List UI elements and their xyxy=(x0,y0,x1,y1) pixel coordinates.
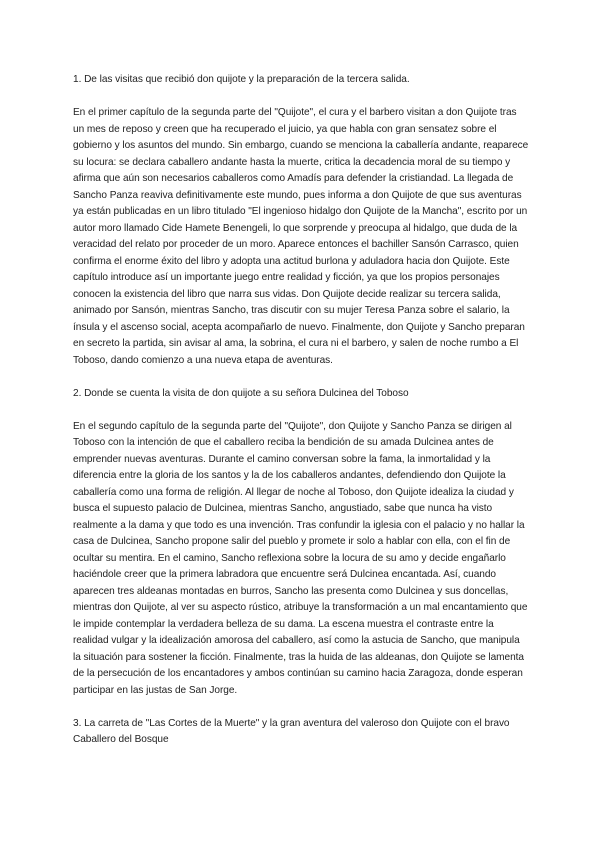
document-body xyxy=(73,72,529,765)
section-1-body: En el primer capítulo de la segunda parte del "Quijote", el cura y el barbero visitan a don Quijote tras un mes de reposo y creen que ha recuperado el juicio, ya que habla con gran sensatez sobre el gobierno y los asuntos del mundo. Sin embargo, cuando se menciona la caballería andante, reaparece su locura: se declara caballero andante hasta la muerte, critica la decadencia moral de su tiempo y afirma que aún son necesarios caballeros como Amadís para defender la cristiandad. La llegada de Sancho Panza reaviva definitivamente este mundo, pues informa a don Quijote de que sus aventuras ya están publicadas en un libro titulado "El ingenioso hidalgo don Quijote de la Mancha", escrito por un autor moro llamado Cide Hamete Benengeli, lo que sorprende y preocupa al hidalgo, que duda de la veracidad del relato por proceder de un moro. Aparece entonces el bachiller Sansón Carrasco, quien confirma el enorme éxito del libro y adopta una actitud burlona y aduladora hacia don Quijote. Este capítulo introduce así un importante juego entre realidad y ficción, ya que los propios personajes conocen la existencia del libro que narra sus vidas. Don Quijote decide realizar su tercera salida, animado por Sansón, mientras Sancho, tras discutir con su mujer Teresa Panza sobre el salario, la ínsula y el ascenso social, acepta acompañarlo de nuevo. Finalmente, don Quijote y Sancho preparan en secreto la partida, sin avisar al ama, la sobrina, el cura ni el barbero, y salen de noche rumbo a El Toboso, dando comienzo a una nueva etapa de aventuras. xyxy=(73,107,529,366)
section-2-body: En el segundo capítulo de la segunda parte del "Quijote", don Quijote y Sancho Panza se dirigen al Toboso con la intención de que el caballero reciba la bendición de su amada Dulcinea antes de emprender nuevas aventuras. Durante el camino conversan sobre la fama, la inmortalidad y la diferencia entre la gloria de los santos y la de los caballeros andantes, defendiendo don Quijote la caballería como una forma de religión. Al llegar de noche al Toboso, don Quijote idealiza la ciudad y busca el supuesto palacio de Dulcinea, mientras Sancho, angustiado, sabe que nunca ha visto realmente a la dama y que todo es una invención. Tras confundir la iglesia con el palacio y no hallar la casa de Dulcinea, Sancho propone salir del pueblo y promete ir solo a hablar con ella, con el fin de ocultar su mentira. En el camino, Sancho reflexiona sobre la locura de su amo y decide engañarlo haciéndole creer que la primera labradora que encuentre será Dulcinea encantada. Así, cuando aparecen tres aldeanas montadas en burros, Sancho las presenta como Dulcinea y sus doncellas, mientras don Quijote, al ver su aspecto rústico, atribuye la transformación a un mal encantamiento que le impide contemplar la verdadera belleza de su dama. La escena muestra el contraste entre la realidad vulgar y la idealización amorosa del caballero, así como la astucia de Sancho, que manipula la situación para sostener la ficción. Finalmente, tras la huida de las aldeanas, don Quijote se lamenta de la persecución de los encantadores y ambos continúan su camino hacia Zaragoza, donde esperan participar en las justas de San Jorge. xyxy=(73,420,528,696)
section-3-heading: 3. La carreta de "Las Cortes de la Muerte" y la gran aventura del valeroso don Quijote con el bravo Caballero del Bosque xyxy=(73,717,510,745)
section-2-heading: 2. Donde se cuenta la visita de don quijote a su señora Dulcinea del Toboso xyxy=(73,387,409,399)
section-1-heading: 1. De las visitas que recibió don quijote y la preparación de la tercera salida. xyxy=(73,74,410,85)
